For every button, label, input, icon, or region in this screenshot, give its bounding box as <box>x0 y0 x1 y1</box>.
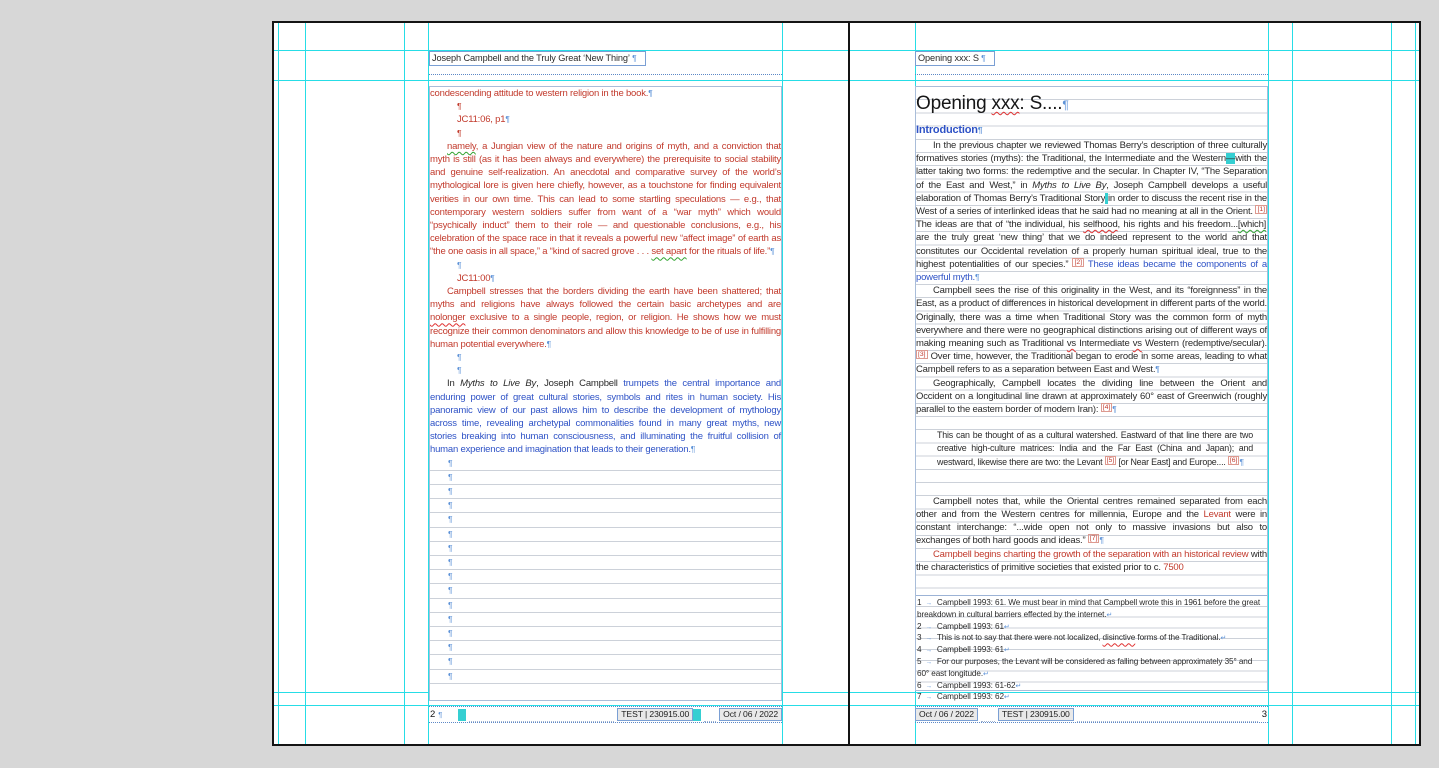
footnote-ref[interactable]: [1] <box>1257 206 1265 214</box>
line-break-mark: ↵ <box>1220 635 1227 643</box>
margin-guide <box>305 23 306 744</box>
chapter-title[interactable] <box>916 90 1267 119</box>
text-run: JC11:00 <box>457 272 491 284</box>
text-run: forms of the Traditional. <box>1135 633 1221 643</box>
text-run: Campbell notes that, while the Oriental centres remained separated from each other and from the Western centres for millennia, Europe and the <box>916 495 1267 521</box>
text-run: Campbell sees the rise of this originality in the West, and its “foreignness” in the East, as a product of differences in historical development in different parts of the world. Originally, there was a time when Traditional Story was the common form of myth everywhere and there were no geographical distinctions arising out of different ways of making meaning such as Traditional <box>916 285 1267 350</box>
text-run: nolonger <box>430 312 466 324</box>
left-page-header[interactable] <box>429 51 782 73</box>
text-run: [or Near East] and Europe.... <box>1116 456 1228 467</box>
pilcrow-mark: ¶ <box>448 514 453 525</box>
text-run: This is not to say that there were not localized, <box>936 633 1103 643</box>
pilcrow-mark: ¶ <box>457 127 462 138</box>
footnote[interactable] <box>917 657 1266 681</box>
text-run: , Joseph Campbell <box>536 378 624 390</box>
paragraph[interactable] <box>457 351 781 364</box>
tab-mark: → <box>925 623 932 631</box>
selection-highlight <box>693 709 701 721</box>
footnote-ref[interactable]: [4] <box>1102 404 1111 412</box>
text-run: [which] <box>1237 219 1267 231</box>
paragraph[interactable] <box>430 377 781 456</box>
text-run: 7500 <box>1163 561 1184 573</box>
text-run: Over time, however, the Traditional began to erode in some areas, leading to what Campbell refers to as a separation between East and West. <box>916 351 1267 376</box>
text-run: For our purposes, the Levant will be considered as falling between approximately 35° and 60° east longitude. <box>917 656 1253 678</box>
text-run: Joseph Campbell and the Truly Great ‘New Thing’ <box>432 53 630 63</box>
text-run: Campbell stresses that the borders dividing the earth have been shattered; that myths and religions have always followed the certain basic archetypes and are <box>430 286 781 311</box>
pilcrow-mark: ¶ <box>490 272 495 283</box>
document-id-field[interactable]: TEST | 230915.00 <box>998 708 1074 721</box>
footnote-number: 5 <box>917 656 922 666</box>
text-run: in order to discuss the recent rise in the West of a series of interlinked ideas that he said had no meaning at all in the Orient. <box>916 192 1268 218</box>
footnote[interactable] <box>917 598 1266 622</box>
text-run: Opening xxx: S <box>918 53 979 63</box>
tab-mark: → <box>925 647 932 655</box>
paragraph[interactable] <box>916 548 1267 574</box>
footnote[interactable] <box>917 622 1266 634</box>
selection-highlight <box>458 709 466 721</box>
paragraph[interactable] <box>457 100 781 113</box>
text-run: selfhood <box>1083 219 1118 231</box>
header-text-frame[interactable] <box>429 51 646 66</box>
text-run: Campbell 1993: 61. We must bear in mind that Campbell wrote this in 1961 before the great breakdown in cultural barriers effected by the internet. <box>917 598 1261 619</box>
footnotes-block[interactable] <box>916 595 1267 702</box>
text-run: Myths to Live By <box>460 378 537 390</box>
text-run: Campbell 1993: 62 <box>936 692 1004 702</box>
pilcrow-mark: ¶ <box>438 710 443 719</box>
pilcrow-mark: ¶ <box>629 53 637 63</box>
text-run: vs <box>1132 338 1142 350</box>
pilcrow-mark: ¶ <box>448 627 453 638</box>
paragraph[interactable] <box>937 429 1253 469</box>
text-run: Campbell 1993: 61 <box>936 645 1004 655</box>
text-run: Campbell 1993: 61 <box>936 621 1004 631</box>
empty-paragraph[interactable] <box>430 627 781 641</box>
margin-guide <box>278 23 279 744</box>
footnote[interactable] <box>917 645 1266 657</box>
paragraph[interactable] <box>916 139 1267 284</box>
line-break-mark: ↵ <box>1106 611 1113 619</box>
paragraph[interactable] <box>916 495 1267 548</box>
empty-paragraph[interactable] <box>430 655 781 669</box>
text-run: Levant <box>1203 509 1231 521</box>
pilcrow-mark: ¶ <box>1062 98 1069 112</box>
tab-mark: → <box>925 600 932 607</box>
pilcrow-mark: ¶ <box>448 585 453 596</box>
header-text <box>432 53 637 63</box>
text-run: : S.... <box>1019 93 1063 114</box>
pilcrow-mark: ¶ <box>448 613 453 624</box>
date-field[interactable]: Oct / 06 / 2022 <box>719 708 782 721</box>
header-text <box>918 53 986 63</box>
empty-paragraph[interactable] <box>430 457 781 471</box>
paragraph[interactable] <box>916 284 1267 376</box>
text-run: condescending attitude to western religion in the book. <box>430 88 649 99</box>
text-run: , Joseph Campbell develops a useful elaboration of Thomas Berry’s Traditional Story <box>916 179 1267 204</box>
empty-paragraph[interactable] <box>430 556 781 570</box>
pilcrow-mark: ¶ <box>690 444 696 455</box>
text-run: with the characteristics of primitive societies that existed prior to c. <box>916 548 1267 573</box>
pilcrow-mark: ¶ <box>770 246 775 257</box>
empty-paragraph[interactable] <box>430 485 781 499</box>
text-run: namely <box>447 140 476 152</box>
right-text-column[interactable] <box>915 86 1268 702</box>
right-page-footer[interactable] <box>915 706 1268 723</box>
margin-guide <box>1391 23 1392 744</box>
line-break-mark: ↵ <box>983 670 989 678</box>
paragraph[interactable] <box>457 259 781 272</box>
empty-paragraph[interactable] <box>430 570 781 584</box>
pilcrow-mark: ¶ <box>974 272 980 283</box>
column-guide <box>1268 23 1269 744</box>
footnote-ref[interactable]: [5] <box>1106 456 1115 464</box>
paragraph[interactable] <box>430 285 781 351</box>
empty-paragraph[interactable] <box>430 528 781 542</box>
pilcrow-mark: ¶ <box>448 670 453 681</box>
pilcrow-mark: ¶ <box>448 542 453 553</box>
text-run: Campbell 1993: 61-62 <box>936 680 1016 690</box>
text-run: vs <box>1066 338 1076 350</box>
page-spread <box>272 21 1421 746</box>
footnote-number: 1 <box>917 598 922 607</box>
text-run: The ideas are that of “the individual, his <box>916 219 1084 231</box>
text-run: Geographically, Campbell locates the dividing line between the Orient and Occident on a longitudinal line drawn at approximately 60° east of Greenwich (roughly parallel to the eastern border of modern Iran): <box>916 377 1267 416</box>
column-guide <box>782 23 783 744</box>
text-run: trumpets the central importance and enduring power of great cultural stories, symbols and rites in human society. His panoramic view of our past allows him to describe the development of mythology across time, revealing archetypal commonalities found in many great myths, new stories breaking into human consciousness, and illuminating the fruitful collision of human experience and imagination that leads to their generation. <box>430 378 781 456</box>
footnote-number: 6 <box>917 680 922 690</box>
section-heading-introduction[interactable] <box>916 123 1267 137</box>
pilcrow-mark: ¶ <box>505 114 510 125</box>
tab-leader <box>704 713 716 722</box>
empty-paragraph[interactable] <box>430 613 781 627</box>
empty-paragraph[interactable] <box>430 471 781 485</box>
footnote-ref[interactable]: [7] <box>1089 535 1098 543</box>
pilcrow-mark: ¶ <box>448 528 453 539</box>
empty-paragraph[interactable] <box>430 542 781 556</box>
empty-paragraph[interactable] <box>430 670 781 684</box>
pilcrow-mark: ¶ <box>448 500 453 511</box>
pilcrow-mark: ¶ <box>448 486 453 497</box>
empty-paragraph[interactable] <box>430 584 781 598</box>
page-spine-divider <box>848 23 850 744</box>
text-run: Western (redemptive/secular). <box>1141 338 1267 350</box>
text-run: Opening <box>916 93 992 114</box>
footnote-ref[interactable]: [2] <box>1074 258 1083 266</box>
text-run: Myths to Live By <box>1032 179 1107 191</box>
text-run: , a Jungian view of the nature and origins of myth, and a conviction that myth is still (as it has been always and everywhere) the prerequisite to social stability and genuine self-realization. An anecdotal and comparative survey of the world’s mythological lore is given here chiefly, however, as a touchstone for finding equivalent verities in our own time. This can lead to some startling speculations — e.g., that contemporary western soldiers suffer from want of a “war myth” which would “psychically induct” them to their role — and questionable conclusions, e.g., his celebration of the space race in that it reveals a powerful new “affect image” of earth as “the one oasis in all space,” a “kind of sacred grove . . . <box>430 140 781 258</box>
text-run: exclusive to a single people, region, or religion. He shows how we must recognize their common denominators and allow this knowledge to be of use in fulfilling human potential everywhere. <box>430 312 781 350</box>
pilcrow-mark: ¶ <box>448 642 453 653</box>
paragraph[interactable] <box>457 113 781 126</box>
text-run: , his rights and his freedom... <box>1117 219 1238 231</box>
footnote-ref[interactable]: [3] <box>918 351 926 359</box>
footnote-number: 3 <box>917 633 922 643</box>
text-run: In <box>447 378 461 390</box>
right-body-paragraphs <box>916 139 1267 574</box>
pilcrow-mark: ¶ <box>977 125 983 135</box>
text-run: This can be thought of as a cultural watershed. Eastward of that line there are two creative high-culture matrices: India and the Far East (China and Japan); and westward, likewise there are two: the Levant <box>937 430 1253 467</box>
text-run: with the latter taking two forms: the redemptive and the secular. In Chapter IV, “The Separation of the East and West,” in <box>916 153 1268 191</box>
paragraph[interactable] <box>457 127 781 140</box>
tab-mark: → <box>925 635 932 643</box>
pilcrow-mark: ¶ <box>448 599 453 610</box>
paragraph[interactable] <box>430 140 781 259</box>
text-run: Campbell begins charting the growth of the separation with an historical review <box>933 548 1249 560</box>
page-number: 3 <box>1261 709 1267 720</box>
paragraph[interactable] <box>457 272 781 285</box>
empty-paragraph-lines <box>430 457 781 684</box>
margin-guide <box>404 23 405 744</box>
text-run: These ideas became the components of a powerful myth. <box>916 258 1267 284</box>
footnote-number: 4 <box>917 645 922 655</box>
text-run: Introduction <box>916 124 978 136</box>
text-run: disinctive <box>1102 633 1136 643</box>
header-text-frame[interactable] <box>915 51 995 66</box>
tab-leader <box>469 713 614 722</box>
text-run: In the previous chapter we reviewed Thomas Berry’s description of three culturally formatives stories (myths): the Traditional, the Intermediate and the Western <box>916 140 1267 165</box>
footnote-ref[interactable]: [6] <box>1229 456 1238 464</box>
pilcrow-mark: ¶ <box>457 259 462 270</box>
date-field[interactable]: Oct / 06 / 2022 <box>915 708 978 721</box>
empty-paragraph[interactable] <box>430 499 781 513</box>
text-run: JC11:06, p1 <box>457 114 506 126</box>
footnote[interactable] <box>917 681 1266 693</box>
paragraph[interactable] <box>916 377 1267 417</box>
margin-guide <box>1292 23 1293 744</box>
left-page-footer[interactable] <box>429 706 782 723</box>
empty-paragraph[interactable] <box>430 513 781 527</box>
tab-mark: → <box>925 658 932 666</box>
margin-guide <box>1415 23 1416 744</box>
pilcrow-mark: ¶ <box>448 557 453 567</box>
pilcrow-mark: ¶ <box>448 471 453 482</box>
pilcrow-mark: ¶ <box>1155 364 1160 375</box>
text-run: Intermediate <box>1075 338 1133 350</box>
tab-mark: → <box>925 682 932 690</box>
pilcrow-mark: ¶ <box>1239 456 1244 467</box>
header-boundary-rule <box>429 73 782 75</box>
line-break-mark: ↵ <box>1003 623 1010 631</box>
right-page-header[interactable] <box>915 51 1268 73</box>
pilcrow-mark: ¶ <box>457 101 462 112</box>
tab-mark: → <box>925 694 932 702</box>
empty-paragraph[interactable] <box>430 641 781 655</box>
line-break-mark: ↵ <box>1015 682 1022 690</box>
paragraph[interactable] <box>457 364 781 377</box>
paragraph[interactable] <box>430 87 781 100</box>
empty-paragraph[interactable] <box>430 599 781 613</box>
tab-leader <box>981 713 995 722</box>
pilcrow-mark: ¶ <box>546 338 551 349</box>
document-id-field[interactable]: TEST | 230915.00 <box>617 708 693 721</box>
text-run: were in constant interchange: “...wide open not only to massive invasions but also to exchanges of both hard goods and ideas.” <box>916 509 1267 547</box>
text-run: for the rituals of life.” <box>686 246 771 258</box>
left-body-paragraphs <box>430 87 781 457</box>
pilcrow-mark: ¶ <box>1112 404 1117 415</box>
page-number: 2 <box>430 709 436 720</box>
tab-leader <box>1077 713 1258 722</box>
text-run: — <box>1225 153 1236 165</box>
header-boundary-rule <box>915 73 1268 75</box>
left-text-column[interactable] <box>429 86 782 701</box>
pilcrow-mark: ¶ <box>978 53 986 63</box>
text-run: xxx <box>991 93 1020 114</box>
pilcrow-mark: ¶ <box>457 352 462 363</box>
pilcrow-mark: ¶ <box>448 457 453 468</box>
pilcrow-mark: ¶ <box>448 656 453 667</box>
line-break-mark: ↵ <box>1003 694 1010 702</box>
pilcrow-mark: ¶ <box>448 571 453 582</box>
margin-guide <box>274 80 1419 81</box>
footnote-number: 2 <box>917 621 922 631</box>
pilcrow-mark: ¶ <box>648 88 653 98</box>
pilcrow-mark: ¶ <box>457 365 462 376</box>
pilcrow-mark: ¶ <box>1099 535 1104 546</box>
footnote[interactable] <box>917 633 1266 645</box>
text-run: are the truly great ‘new thing’ that we do indeed represent to the world and that constitutes our Occidental revelation of a properly human spiritual ideal, true to the highest potentialities of our species.” <box>916 232 1267 270</box>
footnote[interactable] <box>917 692 1266 704</box>
line-break-mark: ↵ <box>1003 647 1010 655</box>
text-run: set apart <box>651 246 687 258</box>
footnote-number: 7 <box>917 692 922 702</box>
